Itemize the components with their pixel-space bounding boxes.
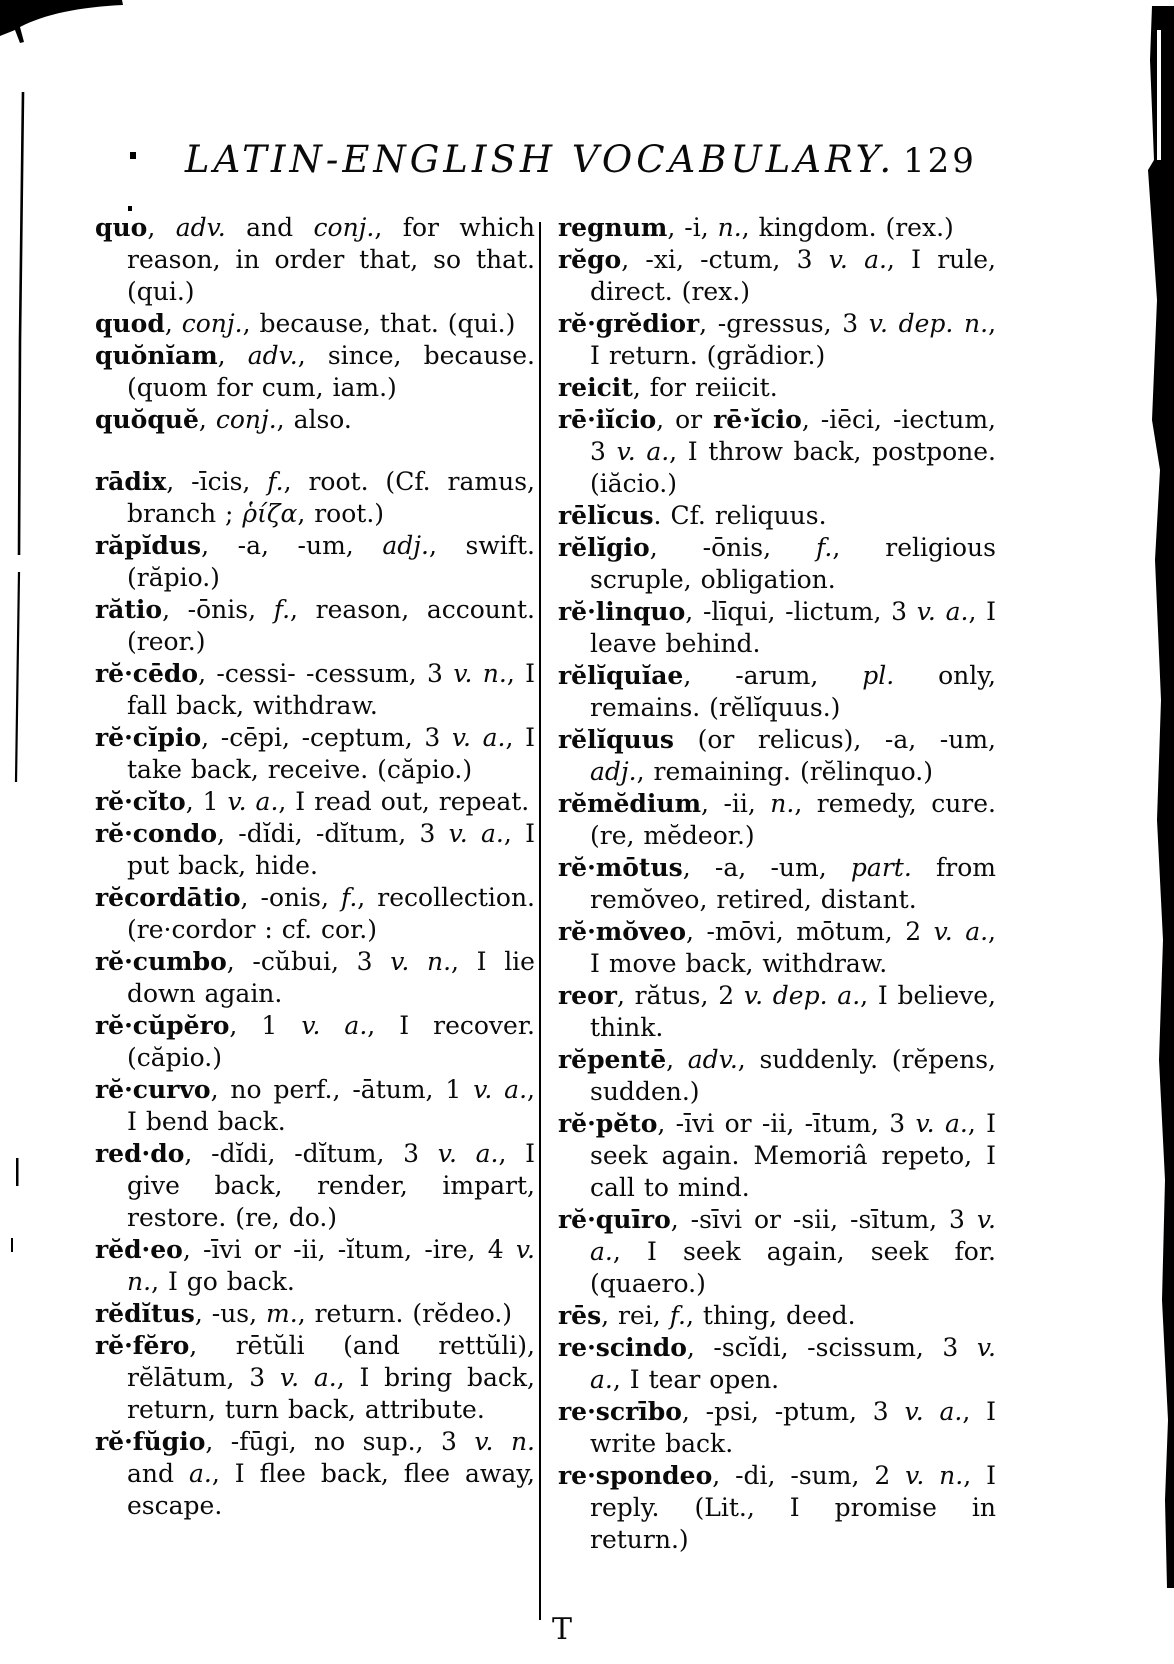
headword: rĕ·cumbo xyxy=(95,947,227,976)
dictionary-entry xyxy=(558,852,996,916)
grammar-abbreviation: v. a. xyxy=(904,1397,963,1426)
entry-text: , I bring back, return, turn back, attribute. xyxy=(127,1363,535,1424)
grammar-abbreviation: f. xyxy=(816,533,833,562)
entry-text: , no perf., -ātum, 1 xyxy=(210,1075,474,1104)
headword: rĕ·pĕto xyxy=(558,1109,658,1138)
vocabulary-column-right xyxy=(558,212,996,1556)
grammar-abbreviation: m. xyxy=(266,1299,298,1328)
dictionary-entry xyxy=(95,1330,535,1426)
header-dot-artifact xyxy=(128,206,132,211)
entry-text: , xyxy=(164,309,182,338)
left-margin-dash-artifact-2 xyxy=(11,1238,13,1252)
grammar-abbreviation: f. xyxy=(669,1301,686,1330)
dictionary-entry xyxy=(95,658,535,722)
dictionary-entry xyxy=(95,882,535,946)
dictionary-entry xyxy=(558,1204,996,1300)
headword: re·scindo xyxy=(558,1333,687,1362)
entry-text: , rătus, 2 xyxy=(616,981,744,1010)
entry-text: , I tear open. xyxy=(612,1365,780,1394)
headword: rādix xyxy=(95,467,167,496)
entry-text: (or relicus), -a, -um, xyxy=(673,725,996,754)
grammar-abbreviation: ῥίζα xyxy=(242,499,298,528)
dictionary-entry xyxy=(558,244,996,308)
grammar-abbreviation: v. a. xyxy=(915,1109,968,1138)
entry-text: , -sīvi or -sii, -sītum, 3 xyxy=(670,1205,977,1234)
headword: reor xyxy=(558,981,617,1010)
entry-text: , -cessi- -cessum, 3 xyxy=(198,659,454,688)
dictionary-entry xyxy=(95,1426,535,1522)
entry-text: , recollection. ( xyxy=(127,883,536,944)
grammar-abbreviation: a. xyxy=(188,1459,212,1488)
entry-text: , -arum, xyxy=(683,661,863,690)
grammar-abbreviation: f. xyxy=(340,883,358,912)
grammar-abbreviation: v. n. xyxy=(474,1427,535,1456)
headword: răpĭdus xyxy=(95,531,202,560)
entry-text: , thing, deed. xyxy=(686,1301,856,1330)
entry-text: from remŏveo, retired, distant. xyxy=(590,853,996,914)
entry-text: , -ōnis, xyxy=(649,533,817,562)
headword: rĕgo xyxy=(558,245,622,274)
entry-text: , rētŭli (and rettŭli), rĕlātum, 3 xyxy=(127,1331,535,1392)
headword: rē·iĭcio xyxy=(558,405,657,434)
grammar-abbreviation: adv. xyxy=(687,1045,738,1074)
entry-text: , religious scruple, obligation. xyxy=(590,533,996,594)
entry-text: , -cŭbui, 3 xyxy=(226,947,391,976)
dictionary-entry xyxy=(558,532,996,596)
dictionary-entry xyxy=(95,1138,535,1234)
dictionary-entry xyxy=(558,1108,996,1204)
dictionary-entry xyxy=(95,594,535,658)
entry-text: , -psi, -ptum, 3 xyxy=(681,1397,905,1426)
entry-text: re·cordor : cf. cor.) xyxy=(136,915,377,944)
grammar-abbreviation: v. a. xyxy=(279,1363,337,1392)
page-title: LATIN-ENGLISH VOCABULARY. xyxy=(184,138,896,181)
dictionary-entry xyxy=(95,1298,535,1330)
dictionary-entry xyxy=(558,724,996,788)
entry-text: , xyxy=(198,405,216,434)
grammar-abbreviation: v. a. xyxy=(916,597,969,626)
dictionary-entry xyxy=(558,596,996,660)
dictionary-entry xyxy=(558,404,996,500)
entry-text: , -iēci, -iectum, 3 xyxy=(590,405,996,466)
entry-text: , 1 xyxy=(229,1011,302,1040)
grammar-abbreviation: conj. xyxy=(215,405,277,434)
grammar-abbreviation: v. a. xyxy=(301,1011,368,1040)
entry-text: , I write back. xyxy=(590,1397,996,1458)
headword: rĕ·curvo xyxy=(95,1075,211,1104)
grammar-abbreviation: v. dep. a. xyxy=(743,981,861,1010)
headword: re·scrībo xyxy=(558,1397,682,1426)
entry-text: , -dĭdi, -dĭtum, 3 xyxy=(217,819,449,848)
headword: rĕ·linquo xyxy=(558,597,686,626)
dictionary-entry xyxy=(558,980,996,1044)
grammar-abbreviation: v. a. xyxy=(437,1139,499,1168)
grammar-abbreviation: v. a. xyxy=(473,1075,528,1104)
entry-text: , -īvi or -ii, -ĭtum, -ire, 4 xyxy=(182,1235,516,1264)
headword: re·spondeo xyxy=(558,1461,713,1490)
entry-text: , I believe, think. xyxy=(590,981,996,1042)
entry-text: , xyxy=(217,341,248,370)
printers-signature-mark: T xyxy=(552,1612,573,1647)
entry-text: , for reiicit. xyxy=(632,373,778,402)
grammar-abbreviation: adv. xyxy=(247,341,298,370)
headword: rĕmĕdium xyxy=(558,789,702,818)
grammar-abbreviation: v. n. xyxy=(905,1461,964,1490)
dictionary-entry xyxy=(95,1074,535,1138)
entry-text: , I read out, repeat. xyxy=(278,787,530,816)
entry-text: , I go back. xyxy=(151,1267,295,1296)
entry-text: , -īcis, xyxy=(166,467,268,496)
entry-text: , -xi, -ctum, 3 xyxy=(621,245,829,274)
grammar-abbreviation: pl. xyxy=(862,661,895,690)
entry-text: , suddenly. (rĕpens, sudden.) xyxy=(590,1045,996,1106)
entry-text: , I put back, hide. xyxy=(127,819,535,880)
entry-text: , I bend back. xyxy=(127,1075,535,1136)
headword: reicit xyxy=(558,373,633,402)
page-number: 129 xyxy=(903,141,977,181)
headword: rēs xyxy=(558,1301,602,1330)
headword: rĕcordātio xyxy=(95,883,241,912)
grammar-abbreviation: f. xyxy=(267,467,284,496)
entry-text: , I seek again. Memoriâ repeto, I call to mind. xyxy=(590,1109,996,1202)
dictionary-entry xyxy=(95,308,535,340)
grammar-abbreviation: v. a. xyxy=(448,819,504,848)
grammar-abbreviation: v. a. xyxy=(227,787,279,816)
dictionary-entry xyxy=(95,212,535,308)
entry-text: , -di, -sum, 2 xyxy=(712,1461,906,1490)
entry-text: , I move back, withdraw. xyxy=(590,917,996,978)
entry-text: , -onis, xyxy=(240,883,341,912)
dictionary-entry xyxy=(558,660,996,724)
dictionary-entry xyxy=(95,404,535,436)
headword: rĕ·fĕro xyxy=(95,1331,190,1360)
entry-text: , I take back, receive. (căpio.) xyxy=(127,723,535,784)
headword: rĕdĭtus xyxy=(95,1299,195,1328)
vocabulary-column-left xyxy=(95,212,535,1522)
top-left-ink-wedge-artifact xyxy=(0,0,123,43)
grammar-abbreviation: f. xyxy=(273,595,291,624)
right-edge-scan-band-artifact xyxy=(1148,6,1174,1588)
headword: rĕlĭquĭae xyxy=(558,661,684,690)
entry-text: , I recover. (căpio.) xyxy=(127,1011,535,1072)
entry-text: , xyxy=(666,1045,688,1074)
entry-text: , reason, account. (reor.) xyxy=(127,595,536,656)
headword: regnum xyxy=(558,213,668,242)
dictionary-entry xyxy=(95,466,535,530)
headword: rĕ·grĕdior xyxy=(558,309,700,338)
headword: rĕ·cŭpĕro xyxy=(95,1011,230,1040)
dictionary-entry xyxy=(558,308,996,372)
entry-text: , -mōvi, mōtum, 2 xyxy=(686,917,934,946)
entry-text: , root. (Cf. ramus, branch ; xyxy=(127,467,535,528)
grammar-abbreviation: n. xyxy=(717,213,742,242)
entry-text: , I lie down again. xyxy=(127,947,535,1008)
dictionary-entry xyxy=(95,946,535,1010)
grammar-abbreviation: conj. xyxy=(181,309,243,338)
entry-text: , xyxy=(147,213,176,242)
grammar-abbreviation: v. a. xyxy=(828,245,887,274)
grammar-abbreviation: part. xyxy=(850,853,912,882)
headword: rĕ·quīro xyxy=(558,1205,671,1234)
entry-text: , 1 xyxy=(185,787,228,816)
entry-text: and xyxy=(127,1459,189,1488)
headword: quo xyxy=(95,213,148,242)
entry-text: only, remains. (rĕlĭquus.) xyxy=(590,661,996,722)
headword: rĕ·mŏveo xyxy=(558,917,687,946)
entry-text: , kingdom. (rex.) xyxy=(741,213,954,242)
right-band-white-streak xyxy=(1157,30,1161,160)
grammar-abbreviation: v. dep. n. xyxy=(868,309,989,338)
entry-text: , I throw back, postpone. (iăcio.) xyxy=(590,437,996,498)
entry-text: , -fūgi, no sup., 3 xyxy=(205,1427,475,1456)
grammar-abbreviation: adv. xyxy=(175,213,226,242)
dictionary-entry xyxy=(95,786,535,818)
entry-text: , also. xyxy=(276,405,352,434)
grammar-abbreviation: v. a. xyxy=(616,437,670,466)
entry-text: and xyxy=(225,213,314,242)
grammar-abbreviation: adj. xyxy=(590,757,637,786)
headword: rătio xyxy=(95,595,163,624)
grammar-abbreviation: v. a. xyxy=(451,723,506,752)
entry-text: , I seek again, seek for. (quaero.) xyxy=(590,1237,996,1298)
entry-text: , return. (rĕdeo.) xyxy=(297,1299,513,1328)
dictionary-entry xyxy=(95,530,535,594)
entry-text: , root.) xyxy=(297,499,385,528)
entry-text: , remaining. (rĕlinquo.) xyxy=(636,757,933,786)
entry-text: , I give back, render, impart, restore. (re, do.) xyxy=(127,1139,535,1232)
entry-text: . Cf. reliquus. xyxy=(653,501,827,530)
entry-text: , rei, xyxy=(601,1301,670,1330)
grammar-abbreviation: v. a. xyxy=(590,1333,996,1394)
headword: rĕ·fŭgio xyxy=(95,1427,206,1456)
entry-text: , -ii, xyxy=(701,789,771,818)
grammar-abbreviation: n. xyxy=(770,789,795,818)
entry-text: , remedy, cure. (re, mĕdeor.) xyxy=(590,789,996,850)
entry-text: , I leave behind. xyxy=(590,597,996,658)
entry-text: , since, because. (quom for cum, iam.) xyxy=(127,341,535,402)
dictionary-entry xyxy=(558,1460,996,1556)
entry-text: , I return. (grădior.) xyxy=(590,309,997,370)
grammar-abbreviation: adj. xyxy=(382,531,429,560)
dictionary-entry xyxy=(558,1300,996,1332)
headword: rĕ·condo xyxy=(95,819,218,848)
left-edge-page-line-artifact-2 xyxy=(16,572,19,782)
headword: rĕ·cĭto xyxy=(95,787,186,816)
dictionary-entry xyxy=(558,1396,996,1460)
column-divider-rule xyxy=(539,222,541,1620)
entry-text: , or xyxy=(656,405,714,434)
dictionary-entry xyxy=(558,1332,996,1396)
dictionary-entry xyxy=(558,212,996,244)
entry-text: , -ōnis, xyxy=(162,595,274,624)
entry-text: , -dĭdi, -dĭtum, 3 xyxy=(184,1139,438,1168)
grammar-abbreviation: v. a. xyxy=(933,917,989,946)
headword: rĕ·mōtus xyxy=(558,853,683,882)
headword: red·do xyxy=(95,1139,185,1168)
grammar-abbreviation: v. n. xyxy=(453,659,507,688)
headword: rĕlĭquus xyxy=(558,725,674,754)
headword: rĕpentē xyxy=(558,1045,667,1074)
headword: rē·ĭcio xyxy=(713,405,802,434)
headword: rĕlĭgio xyxy=(558,533,650,562)
entry-text: , -us, xyxy=(194,1299,267,1328)
dictionary-entry xyxy=(558,916,996,980)
entry-text: , because, that. (qui.) xyxy=(242,309,516,338)
headword: quŏquĕ xyxy=(95,405,199,434)
dictionary-entry xyxy=(95,340,535,404)
grammar-abbreviation: v. a. xyxy=(590,1205,996,1266)
entry-text: , I rule, direct. (rex.) xyxy=(590,245,996,306)
left-margin-dash-artifact xyxy=(16,1158,19,1186)
dictionary-entry xyxy=(558,500,996,532)
grammar-abbreviation: conj. xyxy=(313,213,375,242)
headword: quod xyxy=(95,309,165,338)
dictionary-entry xyxy=(95,1010,535,1074)
grammar-abbreviation: v. n. xyxy=(127,1235,535,1296)
entry-text: , for which reason, in order that, so that. (qui.) xyxy=(127,213,535,306)
entry-text: , I flee back, flee away, escape. xyxy=(127,1459,535,1520)
entry-text: , I fall back, withdraw. xyxy=(127,659,535,720)
entry-text: , -līqui, -lictum, 3 xyxy=(685,597,917,626)
dictionary-entry xyxy=(95,1234,535,1298)
grammar-abbreviation: v. n. xyxy=(390,947,452,976)
entry-text: , -a, -um, xyxy=(682,853,851,882)
entry-text: , swift. (răpio.) xyxy=(127,531,535,592)
dictionary-entry xyxy=(558,1044,996,1108)
entry-text: , I reply. (Lit., I promise in return.) xyxy=(590,1461,996,1554)
dictionary-entry xyxy=(95,818,535,882)
dictionary-entry xyxy=(558,788,996,852)
headword: rĕd·eo xyxy=(95,1235,183,1264)
entry-text: , -gressus, 3 xyxy=(699,309,869,338)
entry-text: , -cēpi, -ceptum, 3 xyxy=(201,723,452,752)
headword: rēlĭcus xyxy=(558,501,654,530)
headword: quŏnĭam xyxy=(95,341,218,370)
entry-text: , -īvi or -ii, -ītum, 3 xyxy=(657,1109,916,1138)
headword: rĕ·cēdo xyxy=(95,659,199,688)
entry-text: , -i, xyxy=(667,213,718,242)
dictionary-entry xyxy=(95,722,535,786)
headword: rĕ·cĭpio xyxy=(95,723,202,752)
entry-text: , -scĭdi, -scissum, 3 xyxy=(686,1333,977,1362)
dictionary-entry xyxy=(558,372,996,404)
entry-text: , -a, -um, xyxy=(201,531,383,560)
